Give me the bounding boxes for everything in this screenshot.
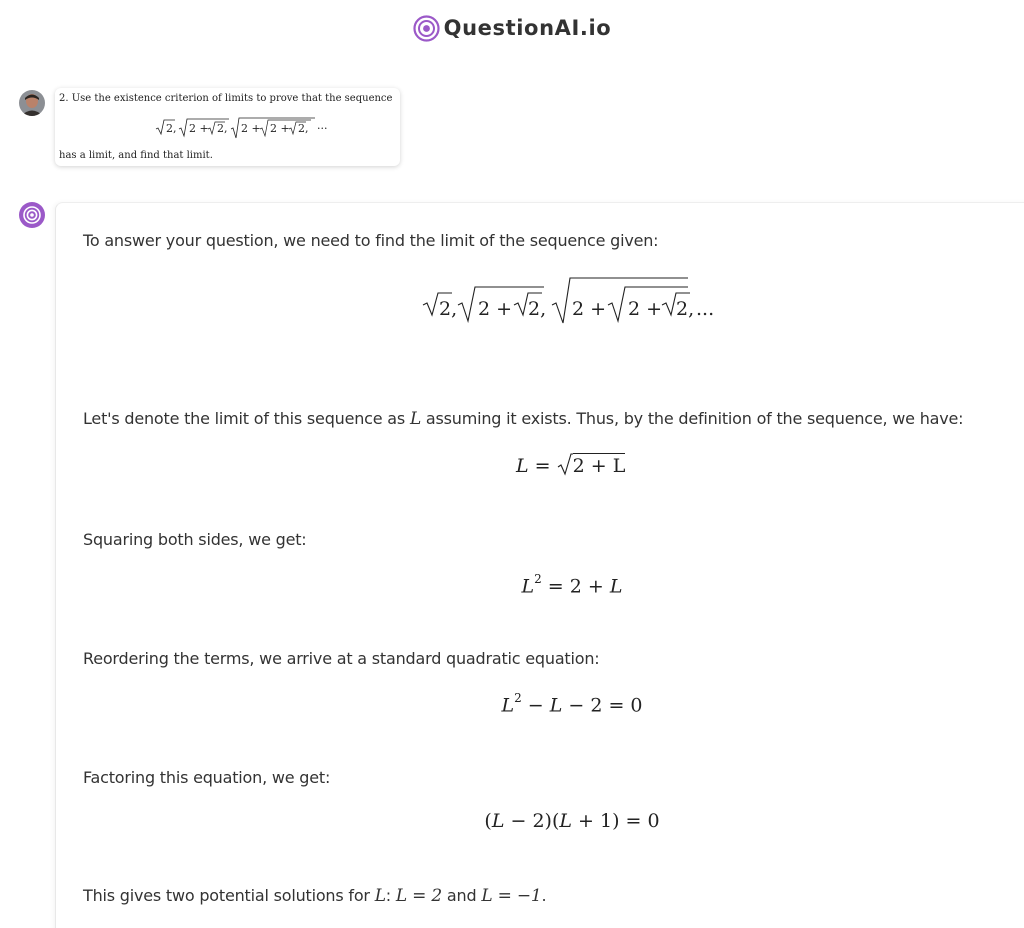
svg-text:2,: 2, bbox=[217, 122, 228, 135]
question-image-card bbox=[55, 88, 400, 166]
answer-paragraph-2 bbox=[83, 409, 963, 429]
brand-logo-link[interactable] bbox=[413, 15, 612, 42]
answer-paragraph-5: Factoring this equation, we get: bbox=[83, 768, 331, 787]
user-avatar bbox=[19, 90, 45, 116]
solution-L-equals-minus-1: L = −1 bbox=[481, 886, 542, 906]
svg-text:2 +: 2 + bbox=[241, 122, 261, 135]
answer-paragraph-6 bbox=[83, 886, 546, 906]
svg-text:2,: 2, bbox=[166, 122, 177, 135]
svg-text:2,: 2, bbox=[676, 298, 695, 320]
svg-text:...: ... bbox=[696, 298, 715, 320]
site-header bbox=[0, 0, 1024, 56]
brand-name: QuestionAI.io bbox=[443, 16, 612, 40]
equation-L-sqrt-lhs: L = bbox=[516, 455, 557, 477]
paragraph-2-text-end: assuming it exists. Thus, by the definition of the sequence, we have: bbox=[421, 409, 964, 428]
solution-L-equals-2: L = 2 bbox=[395, 886, 443, 906]
assistant-avatar bbox=[19, 202, 45, 228]
svg-text:2 +: 2 + bbox=[189, 122, 209, 135]
sequence-equation bbox=[420, 275, 730, 325]
svg-text:···: ··· bbox=[317, 122, 328, 135]
equation-quadratic: $L^2 - L - 2 = 0$ bbox=[501, 691, 643, 717]
variable-L: L bbox=[374, 886, 386, 906]
svg-text:2,: 2, bbox=[528, 298, 547, 320]
answer-paragraph-1: To answer your question, we need to find the limit of the sequence given: bbox=[83, 231, 659, 250]
svg-text:2 +: 2 + bbox=[628, 298, 663, 320]
equation-L-squared: $L^2 = 2 + L$ bbox=[521, 572, 623, 598]
equation-factored: (L − 2)(L + 1) = 0 bbox=[484, 810, 660, 832]
svg-text:2 +: 2 + bbox=[572, 298, 607, 320]
question-text-line1: 2. Use the existence criterion of limits to prove that the sequence bbox=[59, 93, 393, 104]
svg-text:2 +: 2 + bbox=[478, 298, 513, 320]
paragraph-6-and: and bbox=[442, 886, 482, 905]
paragraph-6-period: . bbox=[541, 886, 547, 905]
svg-text:2 +: 2 + bbox=[270, 122, 290, 135]
svg-text:2,: 2, bbox=[439, 298, 458, 320]
paragraph-6-colon: : bbox=[385, 886, 396, 905]
paragraph-6-text-start: This gives two potential solutions for bbox=[83, 886, 375, 905]
variable-L: L bbox=[409, 409, 422, 429]
paragraph-2-text-start: Let's denote the limit of this sequence as bbox=[83, 409, 410, 428]
question-sequence-formula bbox=[155, 117, 395, 139]
answer-paragraph-3: Squaring both sides, we get: bbox=[83, 530, 307, 549]
answer-paragraph-4: Reordering the terms, we arrive at a standard quadratic equation: bbox=[83, 649, 600, 668]
svg-text:2,: 2, bbox=[298, 122, 309, 135]
target-icon bbox=[413, 15, 440, 42]
question-text-line2: has a limit, and find that limit. bbox=[59, 150, 213, 161]
equation-L-sqrt bbox=[516, 452, 625, 482]
target-icon bbox=[19, 202, 45, 228]
equation-L-sqrt-radicand: 2 + L bbox=[572, 455, 626, 477]
sqrt-sign bbox=[557, 452, 573, 478]
